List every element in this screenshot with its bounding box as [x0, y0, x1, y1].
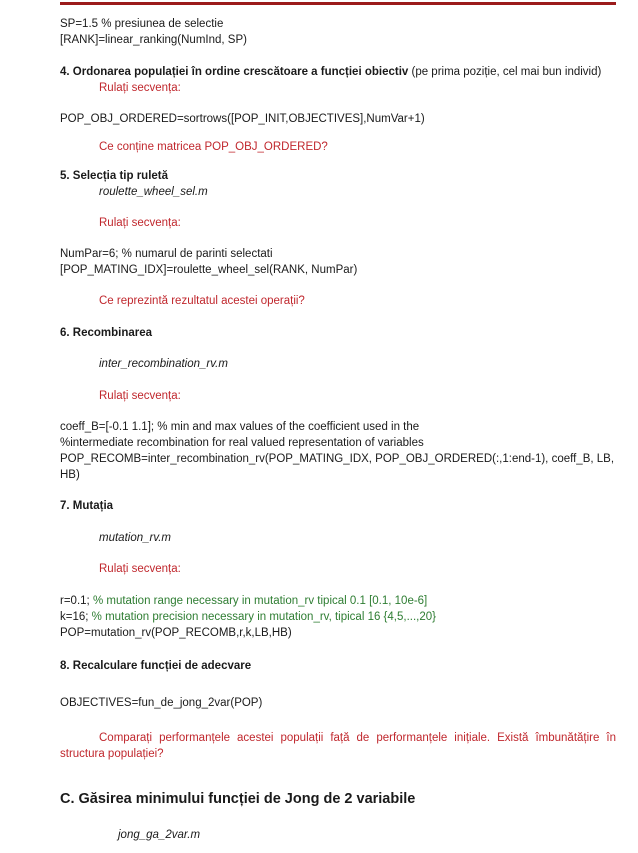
- code-line-sp: SP=1.5 % presiunea de selectie: [60, 18, 224, 30]
- section-heading-c: C. Găsirea minimului funcției de Jong de 2 variabile: [60, 791, 416, 807]
- code-line-pop-mutation: POP=mutation_rv(POP_RECOMB,r,k,LB,HB): [60, 627, 292, 639]
- question-3-text-a: Comparați performanțele acestei populații față de performanțele inițiale. Există îmbunătățire în: [99, 732, 616, 744]
- question-3-line-1: [60, 731, 616, 745]
- section-heading-8: 8. Recalculare funcției de adecvare: [60, 660, 252, 672]
- question-1: Ce conține matricea POP_OBJ_ORDERED?: [99, 141, 328, 153]
- comment-k: % mutation precision necessary in mutation_rv, tipical 16 {4,5,...,20}: [91, 611, 436, 623]
- section-heading-4-title: 4. Ordonarea populației în ordine crescătoare a funcției obiectiv: [60, 66, 409, 78]
- code-line-recomb-call-end: HB): [60, 469, 80, 481]
- code-r: r=0.1;: [60, 595, 93, 607]
- section-heading-5: 5. Selecția tip ruletă: [60, 170, 169, 182]
- run-prompt-1: Rulați secvența:: [99, 82, 181, 94]
- code-line-coeff: coeff_B=[-0.1 1.1]; % min and max values of the coefficient used in the: [60, 421, 420, 433]
- code-line-r: [60, 594, 427, 608]
- run-prompt-3: Rulați secvența:: [99, 390, 181, 402]
- section-heading-4-note: (pe prima poziție, cel mai bun individ): [408, 66, 602, 78]
- question-2: Ce reprezintă rezultatul acestei operații?: [99, 295, 305, 307]
- question-3-line-2: structura populației?: [60, 748, 164, 760]
- file-name-jong-ga: jong_ga_2var.m: [118, 829, 201, 841]
- code-line-objectives: OBJECTIVES=fun_de_jong_2var(POP): [60, 697, 263, 709]
- code-line-numpar: NumPar=6; % numarul de parinti selectati: [60, 248, 273, 260]
- code-line-k: [60, 610, 436, 624]
- section-heading-6: 6. Recombinarea: [60, 327, 153, 339]
- section-heading-4: [60, 65, 601, 79]
- code-line-recomb-call: POP_RECOMB=inter_recombination_rv(POP_MATING_IDX, POP_OBJ_ORDERED(:,1:end-1), coeff_B, LB,: [60, 453, 615, 465]
- file-name-roulette: roulette_wheel_sel.m: [99, 186, 208, 198]
- code-line-rank: [RANK]=linear_ranking(NumInd, SP): [60, 34, 247, 46]
- code-line-coeff-comment: %intermediate recombination for real valued representation of variables: [60, 437, 424, 449]
- file-name-mutation: mutation_rv.m: [99, 532, 172, 544]
- code-line-sortrows: POP_OBJ_ORDERED=sortrows([POP_INIT,OBJECTIVES],NumVar+1): [60, 113, 425, 125]
- file-name-recombination: inter_recombination_rv.m: [99, 358, 228, 370]
- top-rule: [60, 2, 616, 5]
- section-heading-7: 7. Mutația: [60, 500, 114, 512]
- code-line-mating: [POP_MATING_IDX]=roulette_wheel_sel(RANK, NumPar): [60, 264, 358, 276]
- run-prompt-2: Rulați secvența:: [99, 217, 181, 229]
- comment-r: % mutation range necessary in mutation_rv tipical 0.1 [0.1, 10e-6]: [92, 595, 428, 607]
- run-prompt-4: Rulați secvența:: [99, 563, 181, 575]
- code-k: k=16;: [60, 611, 92, 623]
